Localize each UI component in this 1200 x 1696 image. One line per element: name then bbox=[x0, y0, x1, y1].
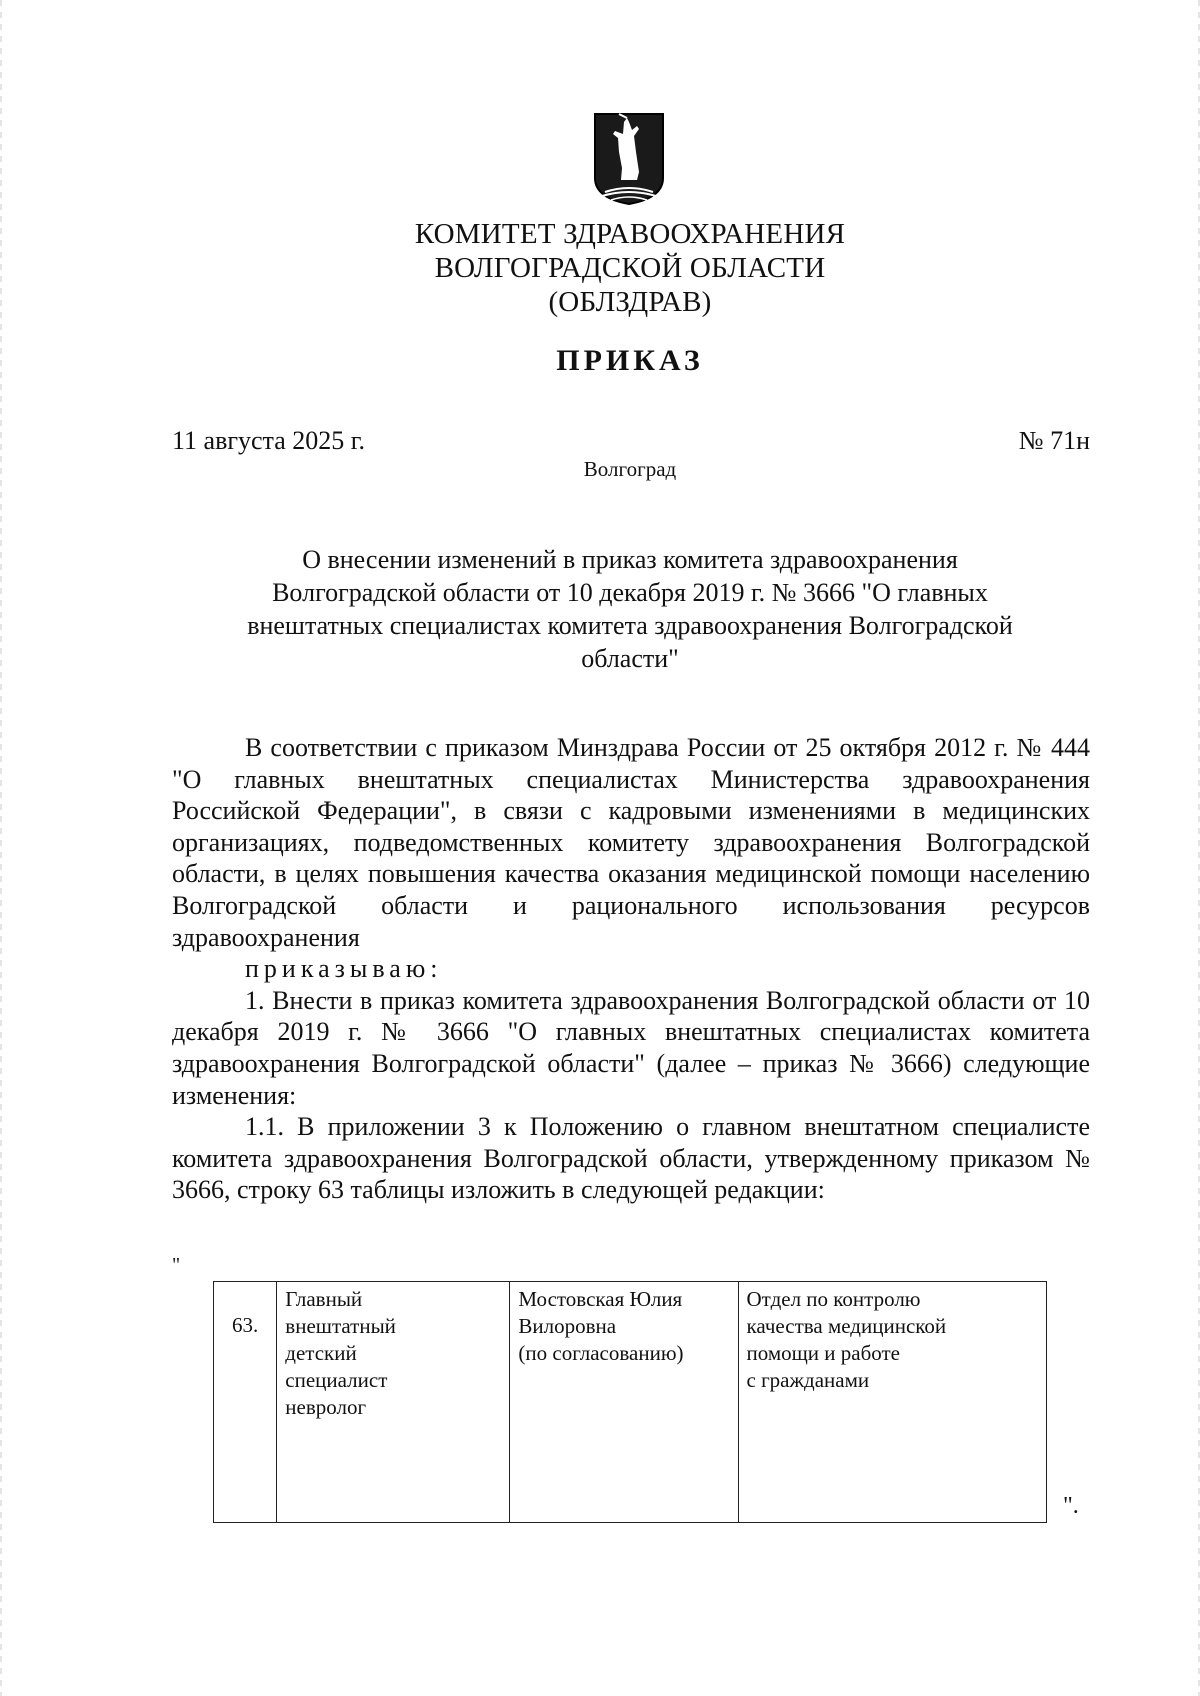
person-cell bbox=[510, 1282, 738, 1523]
scan-edge-left bbox=[0, 0, 2, 1696]
organization-line-2: ВОЛГОГРАДСКОЙ ОБЛАСТИ bbox=[434, 252, 826, 284]
order-city: Волгоград bbox=[583, 457, 677, 481]
position-line: Главный bbox=[285, 1287, 363, 1311]
order-number: № 71н bbox=[1018, 426, 1090, 455]
position-line: детский bbox=[285, 1341, 357, 1365]
organization-line-1: КОМИТЕТ ЗДРАВООХРАНЕНИЯ bbox=[414, 218, 846, 250]
row-number-cell: 63. bbox=[214, 1282, 277, 1523]
department-line: помощи и работе bbox=[746, 1341, 901, 1365]
item-1-1-paragraph: 1.1. В приложении 3 к Положению о главном внештатном специалисте комитета здравоохранения Волгоградской области, утвержденному приказом № 3666, строку 63 таблицы изложить в следующей редакции: bbox=[172, 1112, 1090, 1205]
subject-line: области" bbox=[581, 644, 679, 673]
person-line: Мостовская Юлия bbox=[518, 1287, 683, 1311]
subject-line: Волгоградской области от 10 декабря 2019 г. № 3666 "О главных bbox=[272, 578, 988, 607]
department-line: с гражданами bbox=[746, 1368, 870, 1392]
subject-line: О внесении изменений в приказ комитета здравоохранения bbox=[302, 545, 958, 574]
department-line: Отдел по контролю bbox=[746, 1287, 921, 1311]
table-row bbox=[214, 1282, 1047, 1523]
amendment-table bbox=[213, 1281, 1047, 1523]
item-1-paragraph: 1. Внести в приказ комитета здравоохранения Волгоградской области от 10 декабря 2019 г. № 3666 "О главных внештатных специалистах комитета здравоохранения Волгоградской области" (далее – приказ № 3666) следующие изменения: bbox=[172, 985, 1090, 1110]
order-subject bbox=[200, 543, 1060, 675]
position-line: внештатный bbox=[285, 1314, 396, 1338]
volgograd-coat-of-arms-emblem bbox=[593, 112, 665, 206]
decree-word: приказываю: bbox=[245, 954, 443, 984]
subject-line: внештатных специалистах комитета здравоохранения Волгоградской bbox=[247, 611, 1013, 640]
organization-line-3: (ОБЛЗДРАВ) bbox=[548, 286, 712, 318]
person-line: Вилоровна bbox=[518, 1314, 617, 1338]
position-line: невролог bbox=[285, 1395, 367, 1419]
order-body bbox=[172, 732, 1090, 1206]
document-type-title: ПРИКАЗ bbox=[556, 344, 704, 377]
department-cell bbox=[738, 1282, 1047, 1523]
preamble-paragraph: В соответствии с приказом Минздрава России от 25 октября 2012 г. № 444 "О главных внештатных специалистах Министерства здравоохранения Российской Федерации", в связи с кадровыми изменениями в медицинских организациях, подведомственных комитету здравоохранения Волгоградской области, в целях повышения качества оказания медицинской помощи населению Волгоградской области и рационального использования ресурсов здравоохранения bbox=[172, 733, 1090, 952]
position-line: специалист bbox=[285, 1368, 388, 1392]
organization-name bbox=[300, 217, 960, 319]
position-cell bbox=[277, 1282, 510, 1523]
closing-quote: ". bbox=[1063, 1493, 1079, 1519]
department-line: качества медицинской bbox=[746, 1314, 947, 1338]
person-line: (по согласованию) bbox=[518, 1341, 684, 1365]
order-date: 11 августа 2025 г. bbox=[172, 426, 366, 455]
opening-quote: " bbox=[172, 1254, 181, 1276]
